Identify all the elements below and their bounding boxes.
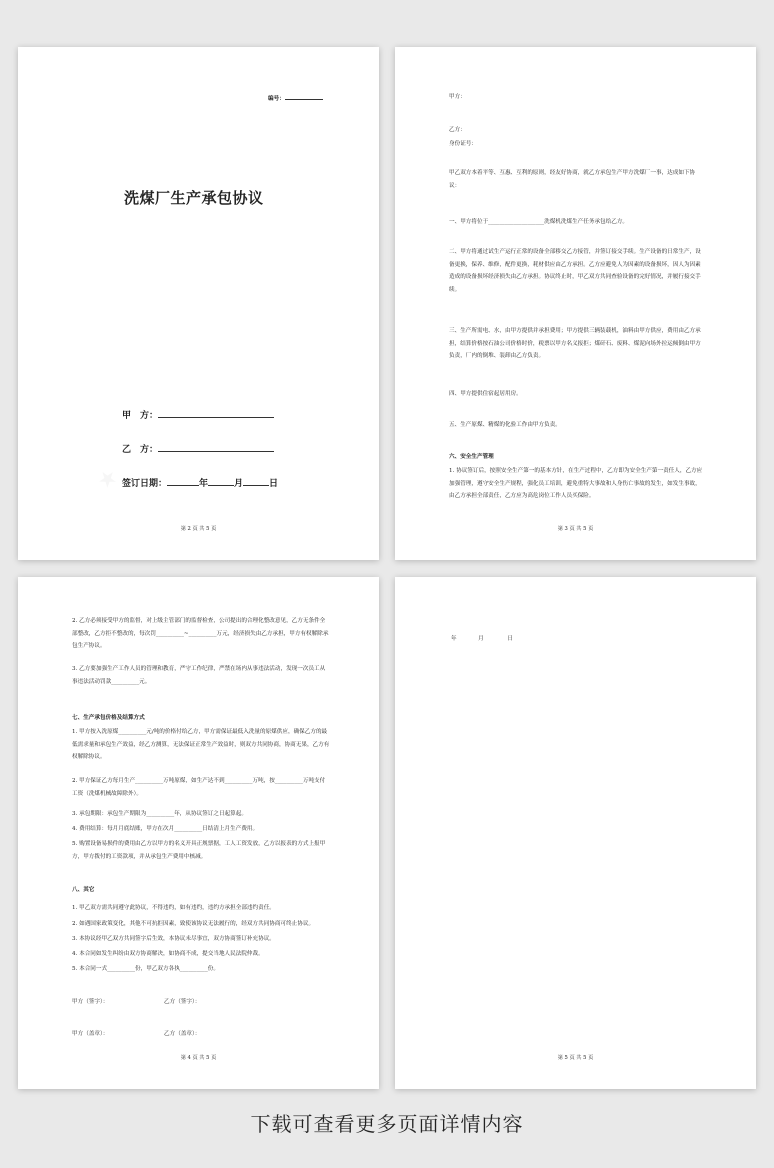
page-number: 第 4 页 共 5 页 — [180, 1055, 217, 1061]
party-a-line: 甲方： — [449, 94, 466, 100]
party-a-seal: 甲方（盖章）： — [72, 1031, 109, 1037]
document-title: 洗煤厂生产承包协议 — [124, 189, 264, 207]
party-b-signature: 乙方（签字）： — [164, 999, 201, 1005]
serial-blank — [285, 93, 323, 100]
clause-8-1: 1. 甲乙双方需共同遵守此协议，不得违约，如有违约，违约方承担全部违约责任。 — [72, 905, 275, 911]
clause-6-2: 2. 乙方必须接受甲方的监督，对上级主管部门的监督检查，公司提出的合理化整改意见，乙方无条件全部整改，乙方拒不整改的，每次罚__________~__________万元，经济损失由乙方承担，甲方有权解除承包生产协议。 — [72, 618, 329, 650]
month-blank — [208, 476, 234, 486]
clause-6-title: 六、安全生产管理 — [449, 454, 494, 460]
party-a-label: 甲 方： — [122, 411, 159, 421]
month-label: 月 — [234, 479, 244, 489]
clause-1: 一、甲方将位于____________________洗煤机洗煤生产任务承包给乙方。 — [449, 219, 629, 225]
page-number: 第 2 页 共 5 页 — [180, 526, 217, 532]
party-b-line: 乙方： — [449, 127, 466, 133]
sign-date-label: 签订日期： — [122, 479, 168, 489]
clause-7-2: 2. 甲方保证乙方每月生产__________万吨原煤，如生产达不到__________万吨，按__________万吨支付工资（洗煤机械故障除外）。 — [72, 778, 326, 797]
watermark — [93, 464, 124, 496]
year-blank — [167, 476, 199, 486]
page-2-cover — [18, 47, 379, 560]
date-month: 月 — [478, 636, 484, 642]
clause-6-3: 3. 乙方要加强生产工作人员的管理和教育，严守工作纪律，严禁在场内从事违法活动，发现一次员工从事违法活动罚款__________元。 — [72, 666, 326, 685]
clause-6-1: 1. 协议签订后，按照安全生产第一的基本方针，在生产过程中，乙方即为安全生产第一责任人，乙方应加强管理，遵守安全生产规程，强化员工培训，避免重特大事故和人身伤亡事故的发生，如发生事故，由乙方承担全部责任，乙方应为高危岗位工作人员买保险。 — [449, 468, 703, 500]
clause-2: 二、甲方将通过试生产运行正常的设备全部移交乙方接管，并签订接交手续。生产设备的日常生产，设备更换，保养、维修，配件更换，耗材供应由乙方承担。乙方应避免人为因素的设备损坏，因人为因素造成的设备损坏经济损失由乙方承担。协议终止时，甲乙双方共同查验设备的完好情况，并履行接交手续。 — [449, 249, 701, 293]
party-a-signature: 甲方（签字）： — [72, 999, 109, 1005]
serial-number-field — [268, 93, 323, 103]
clause-8-4: 4. 本合同如发生纠纷由双方协商解决，如协商不成，提交当地人民法院仲裁。 — [72, 951, 264, 957]
party-b-blank — [158, 442, 274, 452]
clause-7-4: 4. 费用结算：每月月底结账，甲方在次月__________日结清上月生产费用。 — [72, 826, 259, 832]
page-number: 第 3 页 共 5 页 — [557, 526, 594, 532]
clause-8-2: 2. 如遇国家政策变化，其他不可抗拒因素，致使该协议无法履行的，经双方共同协商可终止协议。 — [72, 921, 315, 927]
date-year: 年 — [451, 636, 457, 642]
party-a-blank — [158, 408, 274, 418]
clause-4: 四、甲方提供住宿起居用房。 — [449, 391, 522, 397]
intro-paragraph: 甲乙双方本着平等、互惠、互利的原则，经友好协商，就乙方承包生产甲方洗煤厂一事，达成如下协议： — [449, 170, 696, 189]
party-b-seal: 乙方（盖章）： — [164, 1031, 201, 1037]
party-b-label: 乙 方： — [122, 445, 159, 455]
year-label: 年 — [199, 479, 209, 489]
clause-3: 三、生产所需电、水，由甲方提供并承担费用；甲方提供三辆装载机，油料由甲方供应，费用由乙方承担，结算价格按石油公司价格时价，税票以甲方名义报拒；煤矸石、废料、煤泥向场外拉运倾倒由甲方负责，厂内的倒堆、装卸由乙方负责。 — [449, 328, 701, 360]
clause-8-3: 3. 本协议经甲乙双方共同签字后生效，本协议未尽事宜，双方协商签订补充协议。 — [72, 936, 275, 942]
page-number: 第 5 页 共 5 页 — [557, 1055, 594, 1061]
date-day: 日 — [507, 636, 513, 642]
page-3 — [395, 47, 756, 560]
clause-7-1: 1. 甲方按入洗原煤__________元/吨的价格付给乙方，甲方需保证最低入洗量的原煤供应，确保乙方的最低需求量和承包生产效益，经乙方测算，无法保证正常生产效益时，则双方共同协商，协商无果，乙方有权解除协议。 — [72, 729, 330, 761]
clause-7-3: 3. 承包期限：承包生产期限为__________年，从协议签订之日起算起。 — [72, 811, 247, 817]
sign-date-row — [122, 476, 278, 489]
page-4 — [18, 577, 379, 1089]
clause-7-5: 5. 购置设备易损件的费用由乙方以甲方的名义开具正规票据，工人工资发放，乙方以报表的方式上报甲方，甲方拨付的工资款项，并从承包生产费用中核减。 — [72, 841, 326, 860]
page-5 — [395, 577, 756, 1089]
party-a-row — [122, 408, 274, 421]
clause-8-title: 八、其它 — [72, 887, 95, 893]
date-line — [451, 635, 513, 643]
id-number-line: 身份证号： — [449, 141, 477, 147]
clause-5: 五、生产原煤、精煤的化验工作由甲方负责。 — [449, 422, 561, 428]
clause-7-title: 七、生产承包价格及结算方式 — [72, 715, 145, 721]
party-b-row — [122, 442, 274, 455]
day-label: 日 — [269, 479, 279, 489]
clause-8-5: 5. 本合同一式__________份，甲乙双方各执__________份。 — [72, 966, 219, 972]
day-blank — [243, 476, 269, 486]
download-caption: 下载可查看更多页面详情内容 — [250, 1112, 524, 1136]
serial-label: 编号： — [268, 96, 285, 102]
